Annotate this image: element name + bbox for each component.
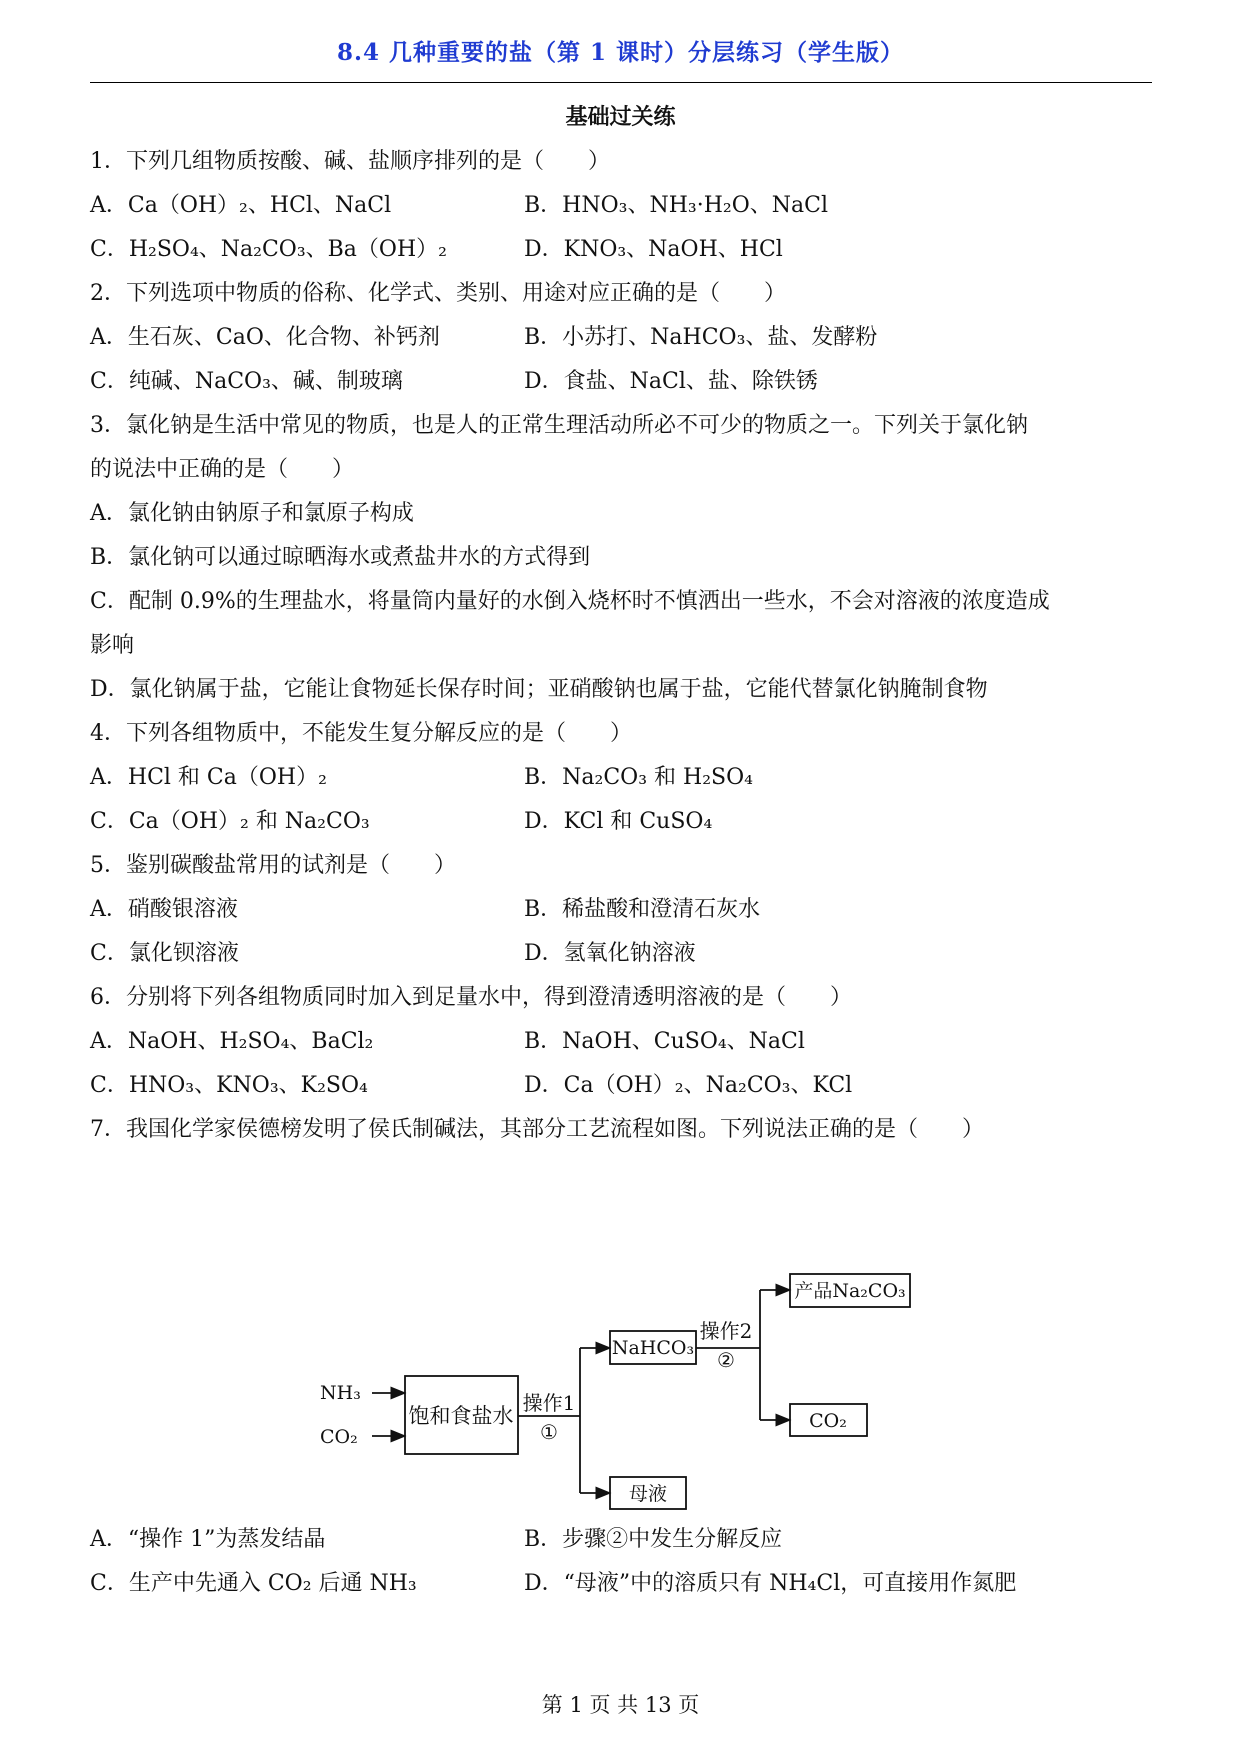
label-op2-num: ②: [717, 1348, 735, 1372]
q4-option-d: D．KCl 和 CuSO₄: [524, 809, 713, 834]
q6-option-c: C．HNO₃、KNO₃、K₂SO₄: [90, 1073, 368, 1098]
q5-option-a: A．硝酸银溶液: [90, 897, 238, 922]
q4-stem: 4．下列各组物质中，不能发生复分解反应的是（ ）: [90, 721, 632, 746]
label-mother-liquor: 母液: [628, 1483, 668, 1505]
q6-stem: 6．分别将下列各组物质同时加入到足量水中，得到澄清透明溶液的是（ ）: [90, 985, 852, 1010]
q6-option-b: B．NaOH、CuSO₄、NaCl: [524, 1029, 805, 1054]
q1-option-c: C．H₂SO₄、Na₂CO₃、Ba（OH）₂: [90, 237, 447, 262]
label-op1-num: ①: [540, 1420, 558, 1444]
q1-stem: 1．下列几组物质按酸、碱、盐顺序排列的是（ ）: [90, 149, 610, 174]
label-brine: 饱和食盐水: [408, 1404, 514, 1428]
q7-option-b: B．步骤②中发生分解反应: [524, 1527, 783, 1552]
q3-option-d: D．氯化钠属于盐，它能让食物延长保存时间；亚硝酸钠也属于盐，它能代替氯化钠腌制食物: [90, 677, 988, 702]
q2-stem: 2．下列选项中物质的俗称、化学式、类别、用途对应正确的是（ ）: [90, 281, 786, 306]
label-nh3: NH₃: [320, 1382, 361, 1404]
q4-option-b: B．Na₂CO₃ 和 H₂SO₄: [524, 765, 753, 790]
q2-option-b: B．小苏打、NaHCO₃、盐、发酵粉: [524, 325, 878, 350]
page-footer: 第 1 页 共 13 页: [541, 1693, 700, 1717]
q2-option-d: D．食盐、NaCl、盐、除铁锈: [524, 369, 818, 394]
q3-stem-line2: 的说法中正确的是（ ）: [90, 457, 355, 482]
q5-stem: 5．鉴别碳酸盐常用的试剂是（ ）: [90, 853, 456, 878]
q5-option-d: D．氢氧化钠溶液: [524, 941, 696, 966]
q5-option-b: B．稀盐酸和澄清石灰水: [524, 897, 761, 922]
q2-option-a: A．生石灰、CaO、化合物、补钙剂: [90, 325, 440, 350]
q7-option-c: C．生产中先通入 CO₂ 后通 NH₃: [90, 1571, 417, 1596]
q7-option-d: D．“母液”中的溶质只有 NH₄Cl，可直接用作氮肥: [524, 1571, 1017, 1596]
q6-option-d: D．Ca（OH）₂、Na₂CO₃、KCl: [524, 1073, 853, 1098]
q3-option-c-line2: 影响: [90, 633, 135, 658]
q7-option-a: A．“操作 1”为蒸发结晶: [90, 1527, 326, 1552]
label-co2-input: CO₂: [320, 1426, 358, 1448]
q4-option-c: C．Ca（OH）₂ 和 Na₂CO₃: [90, 809, 370, 834]
q1-option-a: A．Ca（OH）₂、HCl、NaCl: [90, 193, 392, 218]
q7-stem: 7．我国化学家侯德榜发明了侯氏制碱法，其部分工艺流程如图。下列说法正确的是（ ）: [90, 1117, 985, 1142]
q4-option-a: A．HCl 和 Ca（OH）₂: [90, 765, 327, 790]
document-header: 8.4 几种重要的盐（第 1 课时）分层练习（学生版）: [336, 39, 905, 66]
label-op1: 操作1: [522, 1391, 576, 1415]
q3-stem-line1: 3．氯化钠是生活中常见的物质，也是人的正常生理活动所必不可少的物质之一。下列关于氯化钠: [90, 413, 1029, 438]
q2-option-c: C．纯碱、NaCO₃、碱、制玻璃: [90, 369, 403, 394]
label-product: 产品Na₂CO₃: [794, 1280, 906, 1302]
q1-option-d: D．KNO₃、NaOH、HCl: [524, 237, 783, 262]
q3-option-a: A．氯化钠由钠原子和氯原子构成: [90, 501, 414, 526]
section-title: 基础过关练: [565, 104, 676, 130]
q1-option-b: B．HNO₃、NH₃·H₂O、NaCl: [524, 193, 828, 218]
label-op2: 操作2: [699, 1319, 753, 1343]
q6-option-a: A．NaOH、H₂SO₄、BaCl₂: [90, 1029, 374, 1054]
label-co2-output: CO₂: [809, 1410, 847, 1432]
q5-option-c: C．氯化钡溶液: [90, 941, 239, 966]
label-nahco3: NaHCO₃: [611, 1337, 695, 1359]
q3-option-c-line1: C．配制 0.9%的生理盐水，将量筒内量好的水倒入烧杯时不慎洒出一些水，不会对溶液的浓度造成: [90, 589, 1050, 614]
q3-option-b: B．氯化钠可以通过晾晒海水或煮盐井水的方式得到: [90, 545, 591, 570]
